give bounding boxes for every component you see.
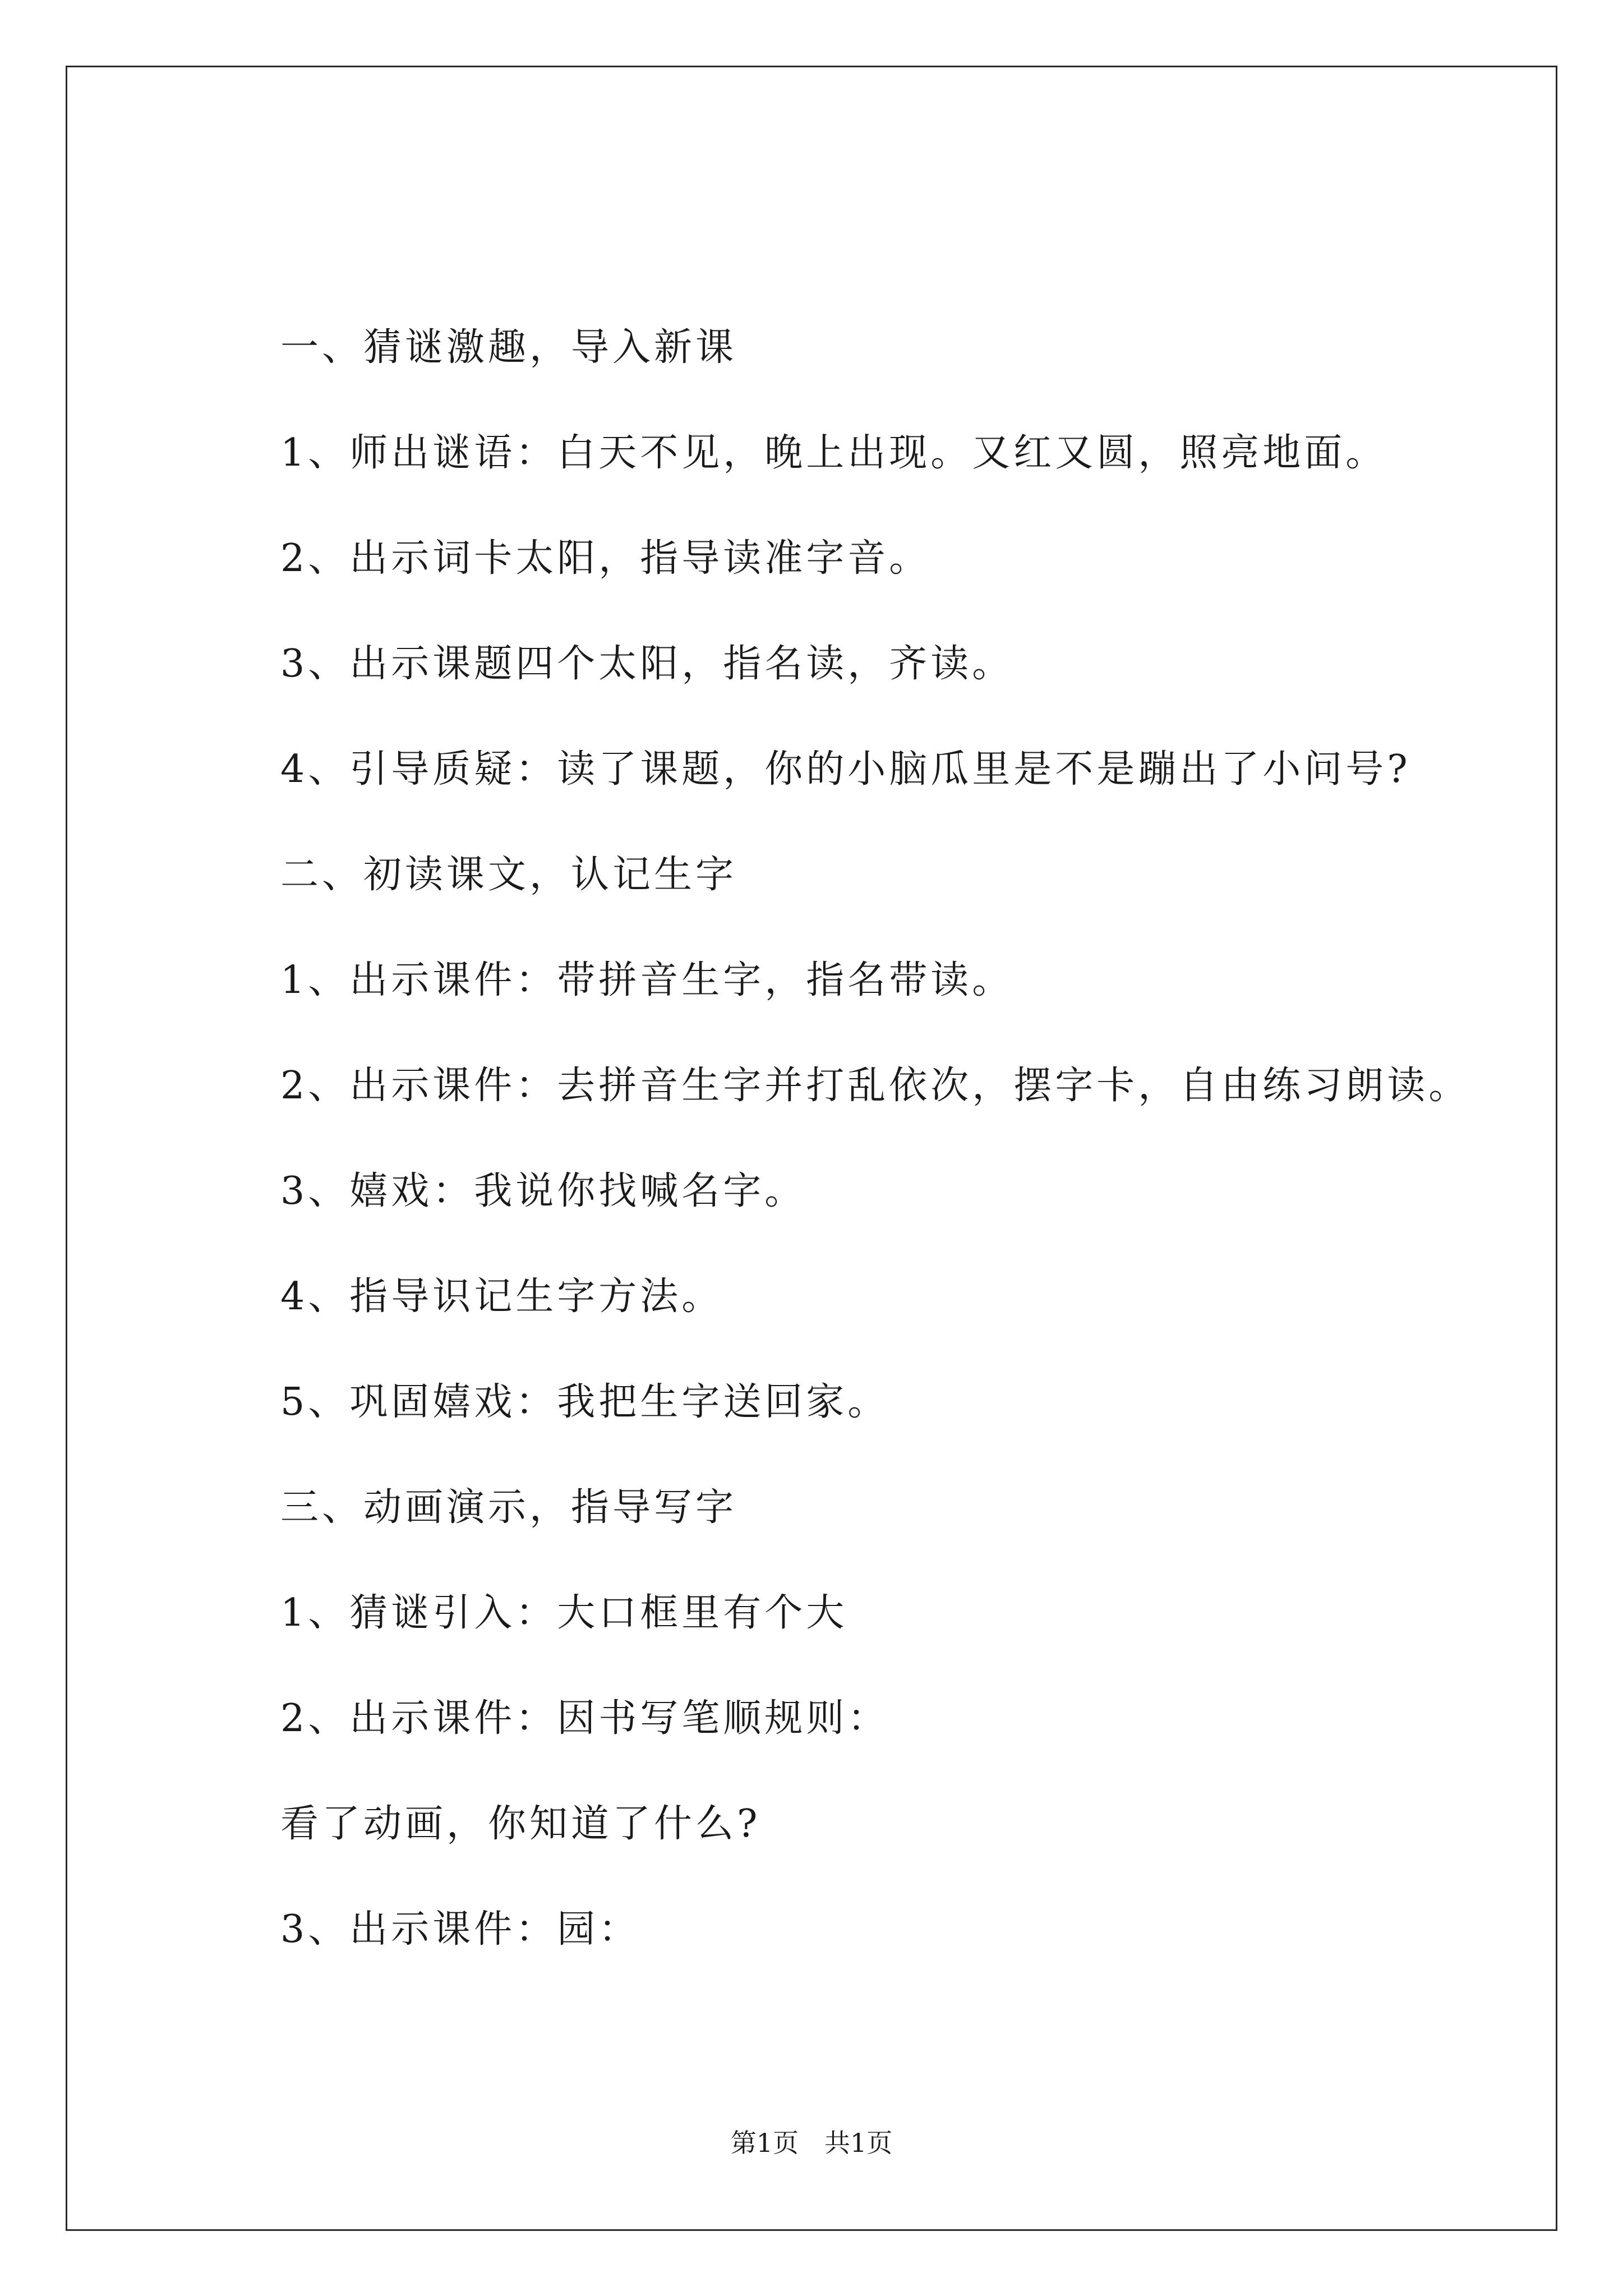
body-line: 1、猜谜引入：大口框里有个大	[280, 1591, 848, 1635]
section-heading-3: 三、动画演示，指导写字	[280, 1485, 737, 1530]
body-line: 5、巩固嬉戏：我把生字送回家。	[280, 1380, 889, 1424]
body-line: 2、出示词卡太阳，指导读准字音。	[280, 536, 931, 581]
body-line: 1、出示课件：带拼音生字，指名带读。	[280, 958, 1014, 1002]
body-line: 1、师出谜语：白天不见，晚上出现。又红又圆，照亮地面。	[280, 431, 1387, 475]
body-line: 2、出示课件：去拼音生字并打乱依次，摆字卡，自由练习朗读。	[280, 1064, 1470, 1108]
page-number-footer: 第1页 共1页	[730, 2128, 893, 2158]
body-line: 3、出示课件：园：	[280, 1907, 640, 1952]
body-line: 2、出示课件：因书写笔顺规则：	[280, 1696, 889, 1741]
section-heading-2: 二、初读课文，认记生字	[280, 853, 737, 897]
body-line: 3、出示课题四个太阳，指名读，齐读。	[280, 642, 1014, 686]
body-line: 4、引导质疑：读了课题，你的小脑瓜里是不是蹦出了小问号?	[280, 747, 1411, 792]
section-heading-1: 一、猜谜激趣，导入新课	[280, 325, 737, 370]
body-line: 3、嬉戏：我说你找喊名字。	[280, 1169, 806, 1213]
body-line: 看了动画，你知道了什么?	[280, 1802, 761, 1846]
body-line: 4、指导识记生字方法。	[280, 1274, 723, 1319]
